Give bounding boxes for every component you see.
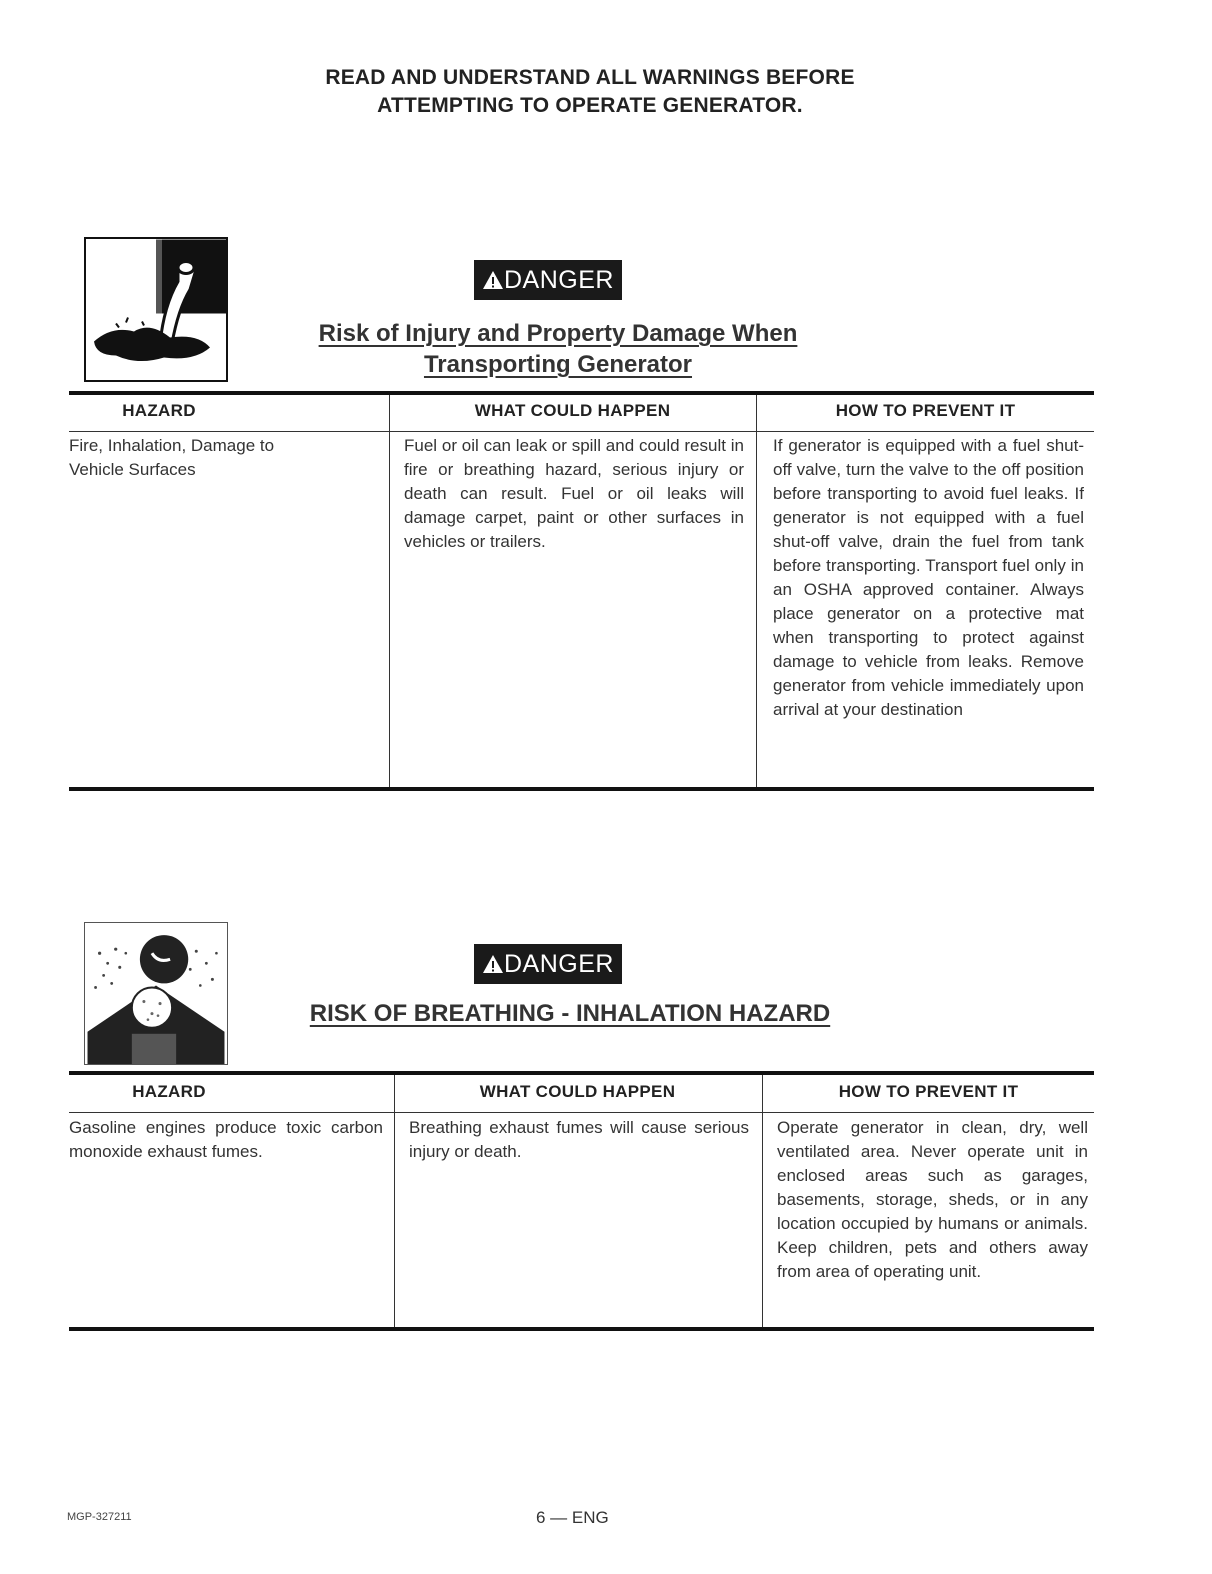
heading-line-2: ATTEMPTING TO OPERATE GENERATOR. [377, 94, 803, 117]
section-title-line-2: Transporting Generator [423, 351, 693, 378]
signal-word: DANGER [504, 266, 614, 294]
table-bottom-rule [69, 1327, 1094, 1331]
section-title-line-1: Risk of Injury and Property Damage When [318, 320, 798, 347]
column-divider [394, 1075, 395, 1329]
danger-signal-badge [474, 944, 622, 984]
how-to-prevent-cell: Operate generator in clean, dry, well ventilated area. Never operate unit in enclosed areas such as garages, basements, storage, sheds, or in any location occupied by humans or animals. Keep children, pets and others away from area of operating unit. [777, 1118, 1088, 1281]
heading-line-1: READ AND UNDERSTAND ALL WARNINGS BEFORE [325, 66, 855, 89]
table-top-rule [69, 391, 1094, 395]
section-title [232, 998, 908, 1029]
signal-word: DANGER [504, 950, 614, 978]
table-header-rule [69, 431, 1094, 432]
section-title [228, 318, 888, 380]
table-bottom-rule [69, 787, 1094, 791]
warning-triangle-icon [482, 260, 504, 300]
table-header-rule [69, 1112, 1094, 1113]
warning-triangle-icon [482, 944, 504, 984]
document-code: MGP-327211 [67, 1511, 132, 1523]
hazard-cell: Gasoline engines produce toxic carbon monoxide exhaust fumes. [69, 1118, 383, 1161]
what-could-happen-cell: Breathing exhaust fumes will cause serious injury or death. [409, 1118, 749, 1161]
fuel-spill-icon [84, 237, 228, 382]
column-divider [762, 1075, 763, 1329]
page-heading [150, 64, 1030, 120]
section-title-line-1: RISK OF BREATHING - INHALATION HAZARD [309, 1000, 831, 1027]
column-divider [389, 395, 390, 788]
column-header-how-to-prevent: HOW TO PREVENT IT [838, 1082, 1019, 1101]
page-number: 6 — ENG [536, 1508, 609, 1527]
column-header-how-to-prevent: HOW TO PREVENT IT [835, 401, 1016, 420]
toxic-fumes-icon [84, 922, 228, 1065]
column-header-hazard: HAZARD [132, 1082, 206, 1101]
what-could-happen-cell: Fuel or oil can leak or spill and could result in fire or breathing hazard, serious injury or death can result. Fuel or oil leaks will damage carpet, paint or other surfaces in vehicles or trailers. [404, 436, 744, 551]
column-header-hazard: HAZARD [122, 401, 196, 420]
danger-signal-badge [474, 260, 622, 300]
column-header-what-could-happen: WHAT COULD HAPPEN [474, 401, 671, 420]
hazard-cell: Fire, Inhalation, Damage to Vehicle Surfaces [69, 436, 275, 479]
column-header-what-could-happen: WHAT COULD HAPPEN [479, 1082, 676, 1101]
table-top-rule [69, 1071, 1094, 1075]
how-to-prevent-cell: If generator is equipped with a fuel shut-off valve, turn the valve to the off position before transporting to avoid fuel leaks. If generator is not equipped with a fuel shut-off valve, drain the fuel from tank before transporting. Transport fuel only in an OSHA approved container. Always place generator on a protective mat when transporting to protect against damage to vehicle from leaks. Remove generator from vehicle immediately upon arrival at your destination [773, 436, 1084, 719]
column-divider [756, 395, 757, 788]
